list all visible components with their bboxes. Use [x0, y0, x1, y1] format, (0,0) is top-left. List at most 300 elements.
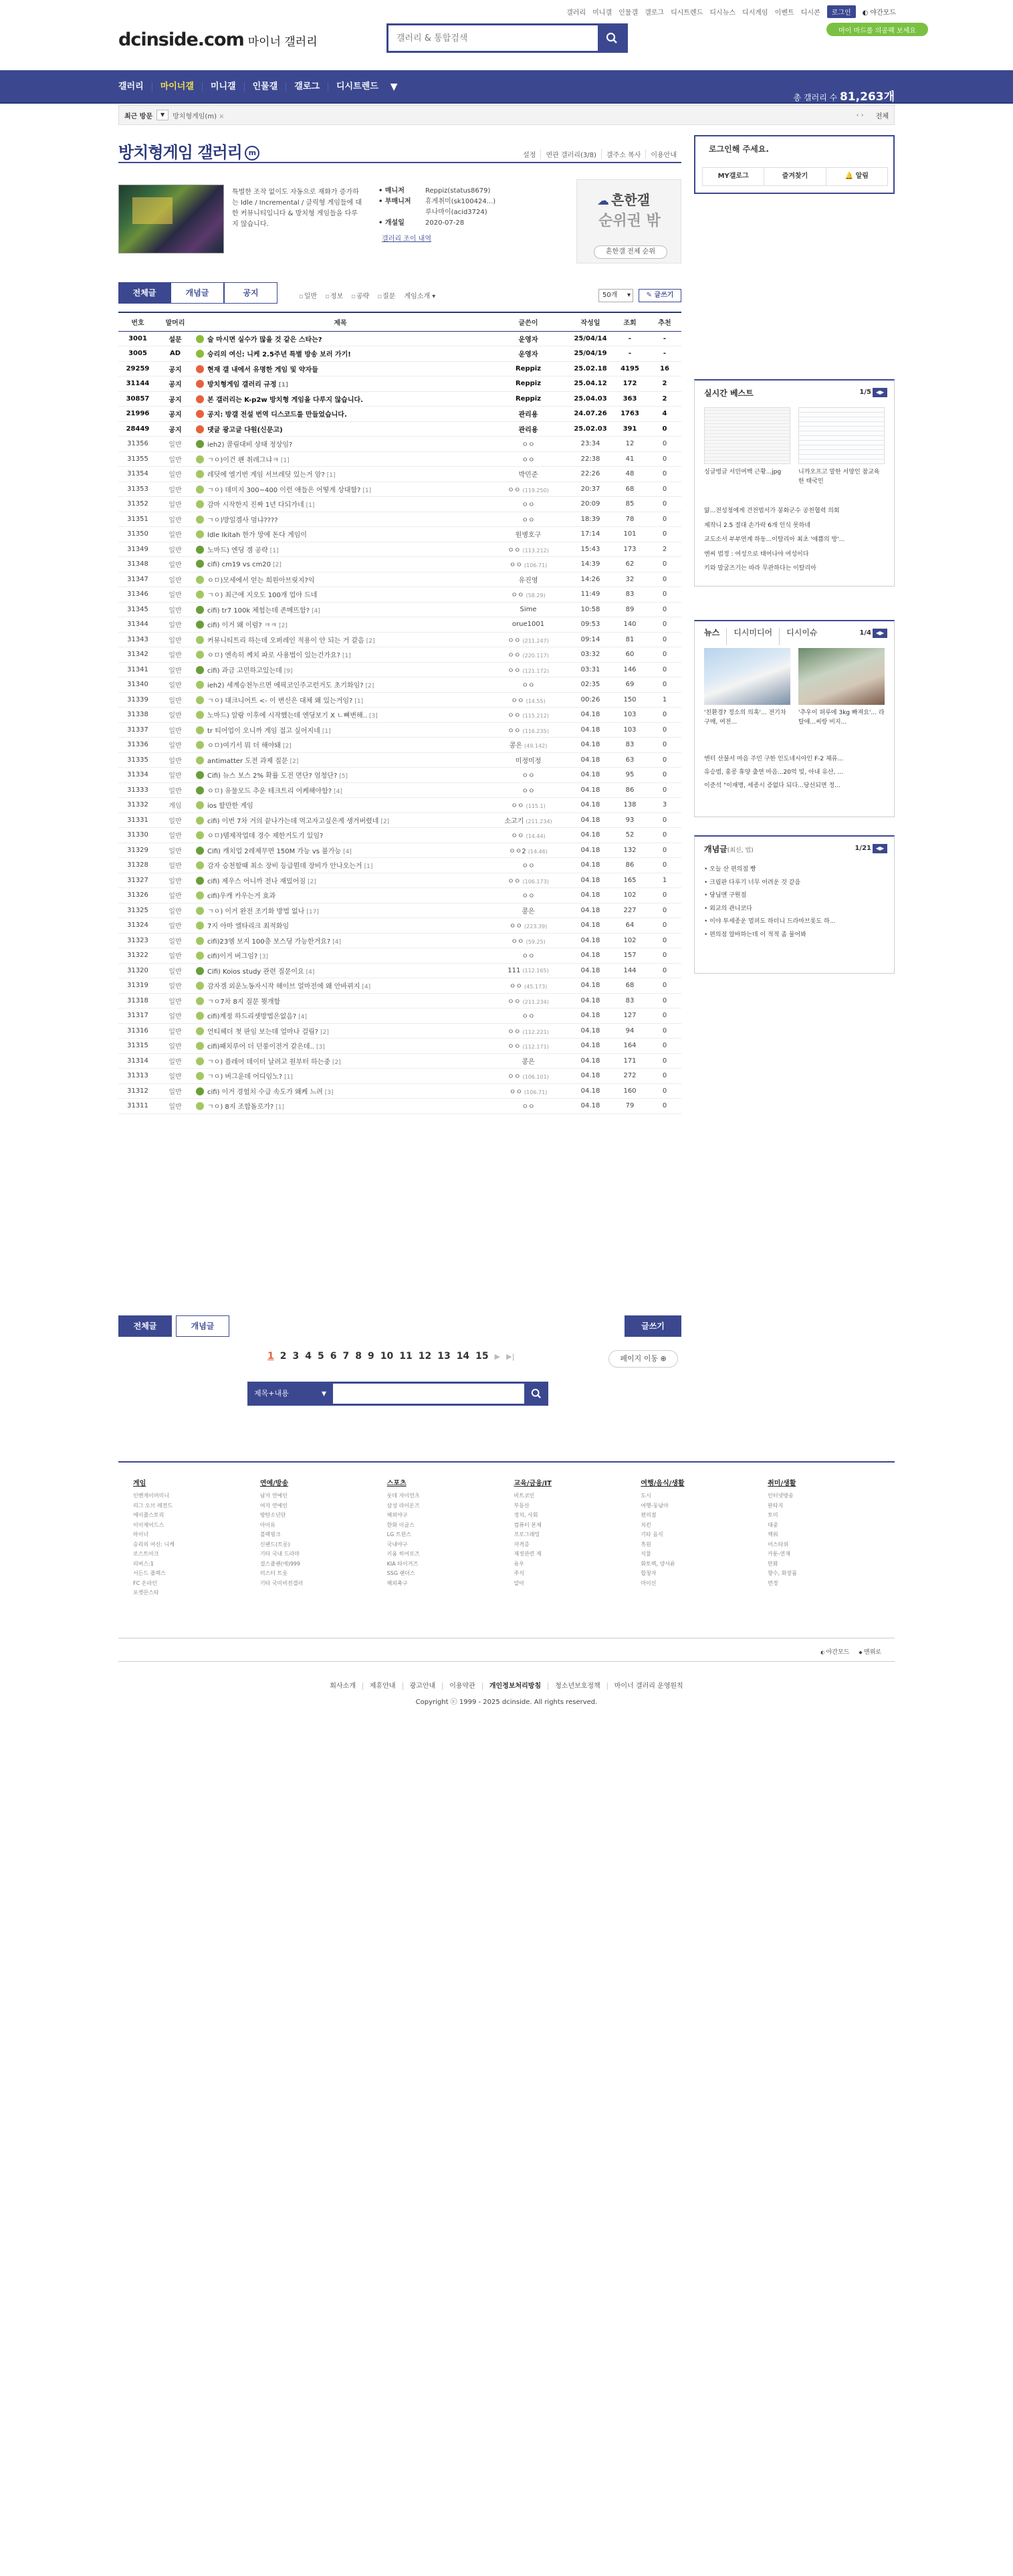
post-writer[interactable]: ㅇㅇ	[522, 787, 535, 795]
page-link[interactable]: 5	[318, 1351, 324, 1362]
reply-count[interactable]: [2]	[273, 562, 282, 569]
footer-column-title[interactable]: 교육/금융/IT	[514, 1480, 552, 1487]
post-title-cell[interactable]	[193, 768, 487, 783]
page-link[interactable]: 13	[437, 1351, 451, 1362]
bottom-link[interactable]: 회사소개	[330, 1683, 356, 1690]
table-row[interactable]	[118, 692, 681, 708]
post-title[interactable]: ㄱㅇ) 대크니어트 <- 이 변신은 대체 왜 있는거임?	[207, 697, 353, 705]
post-title[interactable]: ㄱㅇ) 버그운데 어디임노?	[207, 1073, 283, 1081]
list-item[interactable]: 제작니 2.5 절대 손가락 6개 인식 못하네	[704, 522, 810, 529]
reply-count[interactable]: [1]	[269, 547, 279, 554]
post-title-cell[interactable]	[193, 451, 487, 467]
post-title-cell[interactable]	[193, 948, 487, 964]
post-title[interactable]: 감마 시작한지 진짜 1년 다되가네	[207, 502, 304, 510]
footer-link[interactable]: 리버스:1	[133, 1560, 154, 1567]
nav-item[interactable]: 인물갤	[245, 82, 287, 92]
post-writer-cell[interactable]	[487, 617, 569, 633]
post-writer-cell[interactable]	[487, 662, 569, 677]
footer-link[interactable]: 인터넷방송	[768, 1493, 794, 1499]
post-writer[interactable]: ㅇㅇ	[508, 486, 521, 494]
post-writer[interactable]: ㅇㅇ	[511, 938, 524, 946]
footer-link[interactable]: KIA 타이거즈	[386, 1560, 419, 1567]
footer-link[interactable]: 기타 국내 드라마	[259, 1551, 300, 1557]
post-writer-cell[interactable]	[487, 918, 569, 934]
reply-count[interactable]: [2]	[290, 758, 299, 765]
news-card[interactable]	[798, 648, 885, 736]
table-row[interactable]	[118, 467, 681, 482]
post-writer[interactable]: ㅇㅇ	[522, 953, 535, 961]
footer-link[interactable]: 마이너	[133, 1531, 149, 1537]
post-title[interactable]: 감자 승천할때 최소 장비 등급뭔데 장비가 안나오는거	[207, 863, 362, 871]
footer-link[interactable]: 한화 이글스	[386, 1521, 415, 1528]
post-writer-cell[interactable]	[487, 752, 569, 768]
bottom-link[interactable]: 청소년보호정책	[548, 1683, 607, 1690]
post-title[interactable]: cifi) cm19 vs cm20	[207, 561, 271, 569]
table-row[interactable]	[118, 437, 681, 452]
post-writer[interactable]: ㅇㅇ	[522, 863, 535, 871]
post-title[interactable]: tr 티어업이 오니까 게임 접고 싶어지네	[207, 727, 320, 735]
post-title-cell[interactable]	[193, 662, 487, 677]
post-title-cell[interactable]	[193, 1099, 487, 1114]
list-item[interactable]: 앎...전성청에게 건전법서가 봉화군수 공천협력 의회	[704, 508, 840, 514]
bottom-link[interactable]: 광고안내	[403, 1683, 443, 1690]
rank-all-button[interactable]: 흔한갤 전체 순위	[594, 245, 667, 259]
best-card[interactable]	[704, 407, 790, 486]
table-row[interactable]	[118, 346, 681, 362]
post-title-cell[interactable]	[193, 467, 487, 482]
gallery-header-link[interactable]: 설정	[523, 152, 536, 159]
list-item[interactable]: 이준석 "이재명, 세종시 증없다 되다...당선되면 정...	[704, 782, 840, 789]
post-title-cell[interactable]	[193, 331, 487, 346]
reply-count[interactable]: [3]	[369, 713, 378, 720]
post-title-cell[interactable]	[193, 782, 487, 798]
page-link[interactable]: 12	[418, 1351, 432, 1362]
post-title[interactable]: 노마드) 알람 이후에 시작했는데 엔딩보기 X ㄴ뼈변해..	[207, 712, 368, 720]
footer-link[interactable]: 도시	[641, 1493, 651, 1499]
post-title-cell[interactable]	[193, 843, 487, 858]
search-type-select[interactable]: 제목+내용 ▾	[247, 1382, 333, 1406]
reply-count[interactable]: [2]	[320, 1029, 329, 1036]
page-link[interactable]: 15	[475, 1351, 489, 1362]
post-writer-cell[interactable]	[487, 1039, 569, 1054]
post-writer[interactable]: ㅇㅇ	[511, 833, 524, 841]
login-box-button[interactable]: MY갤로그	[717, 173, 749, 180]
list-item[interactable]: • 크림판 다루기 너무 어려운 것 같음	[704, 877, 886, 890]
footer-link[interactable]: 기타 음식	[641, 1531, 663, 1537]
gallery-header-link[interactable]: 갤주소 복사	[601, 149, 645, 159]
global-search-button[interactable]	[598, 25, 626, 51]
best-card[interactable]	[798, 407, 885, 486]
post-writer[interactable]: 관리용	[518, 426, 538, 434]
post-writer[interactable]: 운영자	[518, 336, 538, 344]
list-item[interactable]: 키와 말굴즈기는 따라 무관하다는 이탈리아	[704, 565, 816, 572]
footer-link[interactable]: 삼성 라이온즈	[386, 1502, 420, 1509]
post-writer-cell[interactable]	[487, 1069, 569, 1084]
post-writer[interactable]: ㅇㅇ	[522, 516, 535, 524]
table-row[interactable]	[118, 993, 681, 1008]
post-writer[interactable]: ㅇㅇ	[522, 682, 535, 690]
post-writer[interactable]: ㅇㅇ	[508, 637, 521, 645]
table-row[interactable]	[118, 602, 681, 617]
head-filter[interactable]: 게임소개 ▾	[403, 290, 435, 300]
post-writer-cell[interactable]	[487, 963, 569, 978]
post-title[interactable]: cifi)23엠 보지 100층 보스딩 가능한거요?	[207, 938, 331, 946]
footer-link[interactable]: SSG 랜더스	[386, 1570, 415, 1576]
post-title[interactable]: 레딧에 엘기번 게임 서브레딧 있는거 암?	[207, 471, 325, 479]
table-row[interactable]	[118, 948, 681, 964]
table-row[interactable]	[118, 632, 681, 647]
post-title[interactable]: cifi) 이거 왜 이럼? ㅋㅋ	[207, 622, 277, 630]
post-title[interactable]: cifi)우캐 카우는거 효과	[207, 893, 276, 901]
post-title[interactable]: ㅇㅁ)템제작업데 경수 제한거도기 있임?	[207, 833, 324, 841]
page-link[interactable]: 1	[267, 1351, 274, 1362]
tab-recommend[interactable]: 개념글	[171, 282, 224, 304]
table-row[interactable]	[118, 858, 681, 873]
post-writer[interactable]: 운영자	[518, 351, 538, 359]
post-title[interactable]: ㄱㅇ) 이거 완전 조기화 방법 없나	[207, 907, 305, 916]
post-writer-cell[interactable]	[487, 361, 569, 377]
post-title[interactable]: cifi)계정 하드리셋방법은없음?	[207, 1013, 297, 1021]
post-writer-cell[interactable]	[487, 873, 569, 888]
post-writer-cell[interactable]	[487, 813, 569, 828]
footer-link[interactable]: 흑원	[641, 1541, 651, 1547]
post-writer-cell[interactable]	[487, 527, 569, 542]
post-writer-cell[interactable]	[487, 451, 569, 467]
post-title[interactable]: 승리의 여신: 니케 2.5주년 특별 방송 보러 가기!	[207, 351, 351, 359]
post-title-cell[interactable]	[193, 542, 487, 557]
footer-link[interactable]: 기타 국미비전갤러	[259, 1580, 304, 1586]
reply-count[interactable]: [1]	[306, 502, 315, 510]
footer-link[interactable]: 합청자	[641, 1570, 657, 1576]
reply-count[interactable]: [1]	[322, 728, 331, 735]
post-writer[interactable]: 콩은	[522, 907, 535, 916]
top-link[interactable]: 이벤트	[774, 9, 794, 17]
reply-count[interactable]: [3]	[316, 1044, 325, 1051]
post-writer-cell[interactable]	[487, 708, 569, 723]
footer-link[interactable]: 편의점	[641, 1512, 657, 1518]
table-row[interactable]	[118, 708, 681, 723]
reply-count[interactable]: [1]	[354, 697, 364, 705]
table-row[interactable]	[118, 722, 681, 738]
table-row[interactable]	[118, 843, 681, 858]
post-writer-cell[interactable]	[487, 602, 569, 617]
reply-count[interactable]: [4]	[343, 848, 352, 855]
news-card[interactable]	[704, 648, 790, 736]
post-writer-cell[interactable]	[487, 497, 569, 512]
post-writer-cell[interactable]	[487, 993, 569, 1008]
list-item[interactable]: • 외교의 관니코다	[704, 903, 886, 916]
footer-link[interactable]: 신랜드(트롯)	[259, 1541, 290, 1547]
footer-link[interactable]: 판타지	[768, 1502, 784, 1509]
news-tab-issue[interactable]: 디시이슈	[786, 628, 818, 637]
footer-link[interactable]: 정치, 사회	[514, 1512, 538, 1518]
footer-link[interactable]: 카툰-연재	[768, 1551, 790, 1557]
bottom-link[interactable]: 마이너 갤러리 운영원칙	[607, 1683, 690, 1690]
table-row[interactable]	[118, 752, 681, 768]
post-title-cell[interactable]	[193, 481, 487, 497]
gallery-more-link[interactable]: 갤러리 조이 내역	[382, 235, 431, 243]
table-row[interactable]	[118, 768, 681, 783]
post-writer-cell[interactable]	[487, 782, 569, 798]
post-title-cell[interactable]	[193, 903, 487, 918]
post-writer[interactable]: 콩은	[509, 742, 523, 750]
table-row[interactable]	[118, 391, 681, 407]
post-writer[interactable]: 박민준	[518, 471, 538, 479]
table-row[interactable]	[118, 873, 681, 888]
reply-count[interactable]: [9]	[284, 667, 293, 675]
post-title-cell[interactable]	[193, 978, 487, 994]
post-title[interactable]: 7지 아마 엘타리크 최적화임	[207, 923, 290, 931]
list-item[interactable]: 교도소서 부부연계 하동...이탈리아 최초 '애쁨의 방'...	[704, 536, 845, 543]
post-writer-cell[interactable]	[487, 1008, 569, 1024]
page-link[interactable]: 3	[292, 1351, 300, 1362]
table-row[interactable]	[118, 331, 681, 346]
post-writer[interactable]: ㅇㅇ	[522, 1103, 535, 1111]
post-title-cell[interactable]	[193, 1053, 487, 1069]
footer-link[interactable]: 걸스플랜(에)999	[259, 1560, 300, 1567]
reply-count[interactable]: [3]	[324, 1089, 334, 1096]
post-title[interactable]: 술 마시면 실수가 많을 것 같은 스타는?	[207, 336, 322, 344]
post-title[interactable]: 방치형게임 갤러리 규정	[207, 381, 277, 389]
footer-column-title[interactable]: 연예/방송	[259, 1480, 289, 1487]
footer-column-title[interactable]: 게임	[133, 1480, 146, 1487]
reply-count[interactable]: [2]	[366, 637, 375, 645]
list-item[interactable]: 유승범, 홍콩 휴양 출연 마음...20억 빚, 아내 유산, ...	[704, 769, 843, 776]
table-row[interactable]	[118, 813, 681, 828]
post-title-cell[interactable]	[193, 677, 487, 693]
footer-night-mode[interactable]: ◐ 야간모드	[820, 1647, 849, 1656]
table-row[interactable]	[118, 978, 681, 994]
post-title[interactable]: Idle Ikitah 한가 망에 돈다 게임이	[207, 532, 307, 540]
post-writer[interactable]: 유진영	[518, 576, 538, 584]
post-title-cell[interactable]	[193, 437, 487, 452]
footer-link[interactable]: 국내야구	[386, 1541, 408, 1547]
post-title[interactable]: cifi) 제우스 어니까 전나 재밌어짐	[207, 877, 306, 885]
footer-column-title[interactable]: 여행/음식/생활	[641, 1480, 685, 1487]
reply-count[interactable]: [2]	[332, 1059, 341, 1066]
post-title[interactable]: cifi)이거 버그임?	[207, 953, 258, 961]
top-link[interactable]: 로그인	[827, 5, 856, 18]
post-writer[interactable]: ㅇㅇ	[508, 877, 521, 885]
recent-arrows-icon[interactable]: ‹ ›	[856, 111, 864, 119]
post-writer-cell[interactable]	[487, 542, 569, 557]
post-writer-cell[interactable]	[487, 346, 569, 362]
post-writer-cell[interactable]	[487, 331, 569, 346]
post-title[interactable]: ieh2) 세계승천누르면 에픽코인주고런거도 초기화임?	[207, 682, 364, 690]
post-writer[interactable]: 관리용	[518, 411, 538, 419]
write-button-bottom[interactable]: 글쓰기	[625, 1315, 681, 1337]
head-filter[interactable]: ▫ 질문	[377, 290, 395, 300]
post-title[interactable]: cifi) tr7 100k 체험는데 존메뜨함?	[207, 607, 310, 615]
concept-nav-icon[interactable]: ◀▶	[873, 844, 887, 853]
list-item[interactable]: 엔씨 법정 : 여성으로 태어나야 여성이다	[704, 550, 809, 558]
table-row[interactable]	[118, 361, 681, 377]
recent-visit-item[interactable]: 방치형게임(m) ×	[173, 110, 224, 120]
nav-item[interactable]: 갤러리	[118, 82, 152, 92]
post-writer[interactable]: 미정미정	[515, 757, 542, 765]
post-title-cell[interactable]	[193, 752, 487, 768]
post-title-cell[interactable]	[193, 407, 487, 422]
site-logo[interactable]	[118, 29, 318, 50]
post-title-cell[interactable]	[193, 391, 487, 407]
table-row[interactable]	[118, 963, 681, 978]
post-title-cell[interactable]	[193, 888, 487, 903]
post-writer[interactable]: ㅇㅇ	[522, 456, 535, 464]
footer-column-title[interactable]: 취미/생활	[768, 1480, 796, 1487]
post-title-cell[interactable]	[193, 1069, 487, 1084]
post-writer-cell[interactable]	[487, 843, 569, 858]
news-nav-icon[interactable]: ◀▶	[873, 629, 887, 638]
table-row[interactable]	[118, 933, 681, 948]
post-title-cell[interactable]	[193, 873, 487, 888]
post-title-cell[interactable]	[193, 708, 487, 723]
post-title[interactable]: 현재 갤 내에서 유명한 게임 및 약자들	[207, 366, 318, 374]
table-row[interactable]	[118, 542, 681, 557]
post-title-cell[interactable]	[193, 1008, 487, 1024]
post-title-cell[interactable]	[193, 572, 487, 587]
post-title[interactable]: ㄱㅇ)이건 왠 취레그냐ㅋ	[207, 456, 279, 464]
login-box-button[interactable]: 🔔 알림	[826, 168, 887, 185]
footer-link[interactable]: 남자 연예인	[259, 1493, 288, 1499]
bottom-tab-all[interactable]: 전체글	[118, 1315, 172, 1337]
last-page-icon[interactable]: ▶|	[506, 1352, 515, 1361]
list-count-select[interactable]: 50개 ▾	[598, 289, 633, 302]
footer-link[interactable]: 자격증	[514, 1541, 530, 1547]
table-row[interactable]	[118, 918, 681, 934]
post-title-cell[interactable]	[193, 632, 487, 647]
post-writer-cell[interactable]	[487, 1099, 569, 1114]
post-title[interactable]: ㄱㅇ)방일겜사 멈냐????	[207, 516, 278, 524]
footer-link[interactable]: 재정관련 제	[514, 1551, 542, 1557]
post-writer-cell[interactable]	[487, 632, 569, 647]
post-title[interactable]: 커뮤니티트리 하는데 오퍼레인 적용이 안 되는 거 같음	[207, 637, 364, 645]
table-row[interactable]	[118, 527, 681, 542]
news-tab-news[interactable]: 뉴스	[704, 628, 727, 645]
page-link[interactable]: 11	[399, 1351, 413, 1362]
page-link[interactable]: 14	[456, 1351, 470, 1362]
post-writer[interactable]: ㅇㅇ	[508, 1043, 521, 1051]
reply-count[interactable]: [17]	[306, 908, 319, 916]
post-writer-cell[interactable]	[487, 798, 569, 813]
bottom-link[interactable]: 개인정보처리방침	[482, 1683, 548, 1690]
post-title-cell[interactable]	[193, 361, 487, 377]
post-writer-cell[interactable]	[487, 437, 569, 452]
reply-count[interactable]: [1]	[280, 457, 290, 464]
footer-link[interactable]: 승리의 여신: 니케	[133, 1541, 175, 1547]
post-title[interactable]: cifi)패치루어 더 던풍이전거 같은데..	[207, 1043, 314, 1051]
list-item[interactable]: • 편의점 알바하는데 이 적적 좀 물어봐	[704, 929, 886, 942]
page-link[interactable]: 6	[330, 1351, 337, 1362]
top-link[interactable]: 인물갤	[618, 9, 639, 17]
page-jump-button[interactable]: 페이지 이동 ⊕	[608, 1350, 678, 1368]
post-writer-cell[interactable]	[487, 421, 569, 437]
footer-link[interactable]: FC 온라인	[133, 1580, 157, 1586]
post-title[interactable]: ㅇㅁ) 유물모드 추운 테크트리 어케해야함?	[207, 787, 332, 795]
footer-link[interactable]: 블랙핑크	[259, 1531, 281, 1537]
post-title-cell[interactable]	[193, 1023, 487, 1039]
post-writer-cell[interactable]	[487, 858, 569, 873]
table-row[interactable]	[118, 903, 681, 918]
post-writer[interactable]: Sime	[520, 605, 537, 613]
post-writer[interactable]: ㅇㅇ	[522, 772, 535, 780]
page-link[interactable]: 10	[380, 1351, 394, 1362]
footer-link[interactable]: 주식	[514, 1570, 524, 1576]
reply-count[interactable]: [4]	[298, 1014, 307, 1021]
nav-item[interactable]: 미니갤	[203, 82, 245, 92]
table-row[interactable]	[118, 782, 681, 798]
nav-item[interactable]: 디시트렌드	[336, 82, 378, 92]
footer-link[interactable]: 향수, 화장품	[768, 1570, 797, 1576]
post-writer[interactable]: ㅇㅇ	[522, 893, 535, 901]
reply-count[interactable]: [4]	[312, 607, 320, 615]
post-writer-cell[interactable]	[487, 377, 569, 392]
table-row[interactable]	[118, 557, 681, 572]
footer-link[interactable]: 대중	[768, 1521, 778, 1528]
promo-banner[interactable]: 마이 마드롤 의공팩 보세요	[826, 23, 928, 36]
footer-link[interactable]: 만화	[768, 1560, 778, 1567]
table-row[interactable]	[118, 377, 681, 392]
table-row[interactable]	[118, 497, 681, 512]
reply-count[interactable]: [1]	[362, 487, 372, 494]
footer-link[interactable]: 이이제어드스	[133, 1521, 164, 1528]
table-row[interactable]	[118, 677, 681, 693]
post-title-cell[interactable]	[193, 993, 487, 1008]
post-title-cell[interactable]	[193, 722, 487, 738]
footer-link[interactable]: 마이신	[641, 1580, 657, 1586]
post-writer[interactable]: orue1001	[512, 621, 545, 629]
bottom-tab-recommend[interactable]: 개념글	[176, 1315, 229, 1337]
post-writer[interactable]: Reppiz	[515, 395, 542, 403]
table-row[interactable]	[118, 662, 681, 677]
post-title-cell[interactable]	[193, 377, 487, 392]
page-link[interactable]: 9	[368, 1351, 374, 1362]
table-row[interactable]	[118, 1039, 681, 1054]
top-link[interactable]: 디시트렌드	[671, 9, 703, 17]
table-row[interactable]	[118, 738, 681, 753]
reply-count[interactable]: [2]	[365, 683, 374, 690]
list-item[interactable]: • 이야 투세종운 멀퍼도 하더니 드라마브롯도 하...	[704, 916, 886, 929]
table-row[interactable]	[118, 512, 681, 527]
table-row[interactable]	[118, 1099, 681, 1114]
top-link[interactable]: 디시콘	[800, 9, 820, 17]
reply-count[interactable]: [1]	[275, 1104, 284, 1111]
top-link[interactable]: 갤로그	[645, 9, 665, 17]
table-row[interactable]	[118, 1053, 681, 1069]
post-writer[interactable]: ㅇㅇ	[508, 652, 521, 660]
post-title[interactable]: antimatter 도전 과제 질문	[207, 757, 288, 765]
post-writer[interactable]: ㅇㅇ	[509, 1088, 523, 1096]
reply-count[interactable]: [5]	[339, 773, 348, 780]
reply-count[interactable]: [4]	[332, 938, 341, 946]
post-title[interactable]: ㅇㅁ)모세에서 얻는 희원아브릿지?익	[207, 576, 315, 584]
post-writer[interactable]: ㅇㅇ	[508, 727, 521, 735]
realtime-best-nav-icon[interactable]: ◀▶	[873, 388, 887, 397]
page-link[interactable]: 8	[355, 1351, 362, 1362]
head-filter[interactable]: ▫ 공략	[351, 290, 369, 300]
post-title[interactable]: ㄱㅇ) 데미지 300~400 이런 애들은 어떻게 상대함?	[207, 486, 361, 494]
post-title[interactable]: 감자겜 외운노동자시작 해이브 얼마전에 왜 안바뀌지	[207, 983, 360, 991]
table-row[interactable]	[118, 888, 681, 903]
footer-link[interactable]: 방탄소년단	[259, 1512, 286, 1518]
post-title-cell[interactable]	[193, 933, 487, 948]
post-title-cell[interactable]	[193, 602, 487, 617]
post-title-cell[interactable]	[193, 617, 487, 633]
post-writer-cell[interactable]	[487, 407, 569, 422]
table-row[interactable]	[118, 407, 681, 422]
post-title-cell[interactable]	[193, 798, 487, 813]
footer-link[interactable]: 인벤게이머미니	[133, 1493, 170, 1499]
gallery-title[interactable]: 방치형게임 갤러리	[118, 143, 242, 162]
